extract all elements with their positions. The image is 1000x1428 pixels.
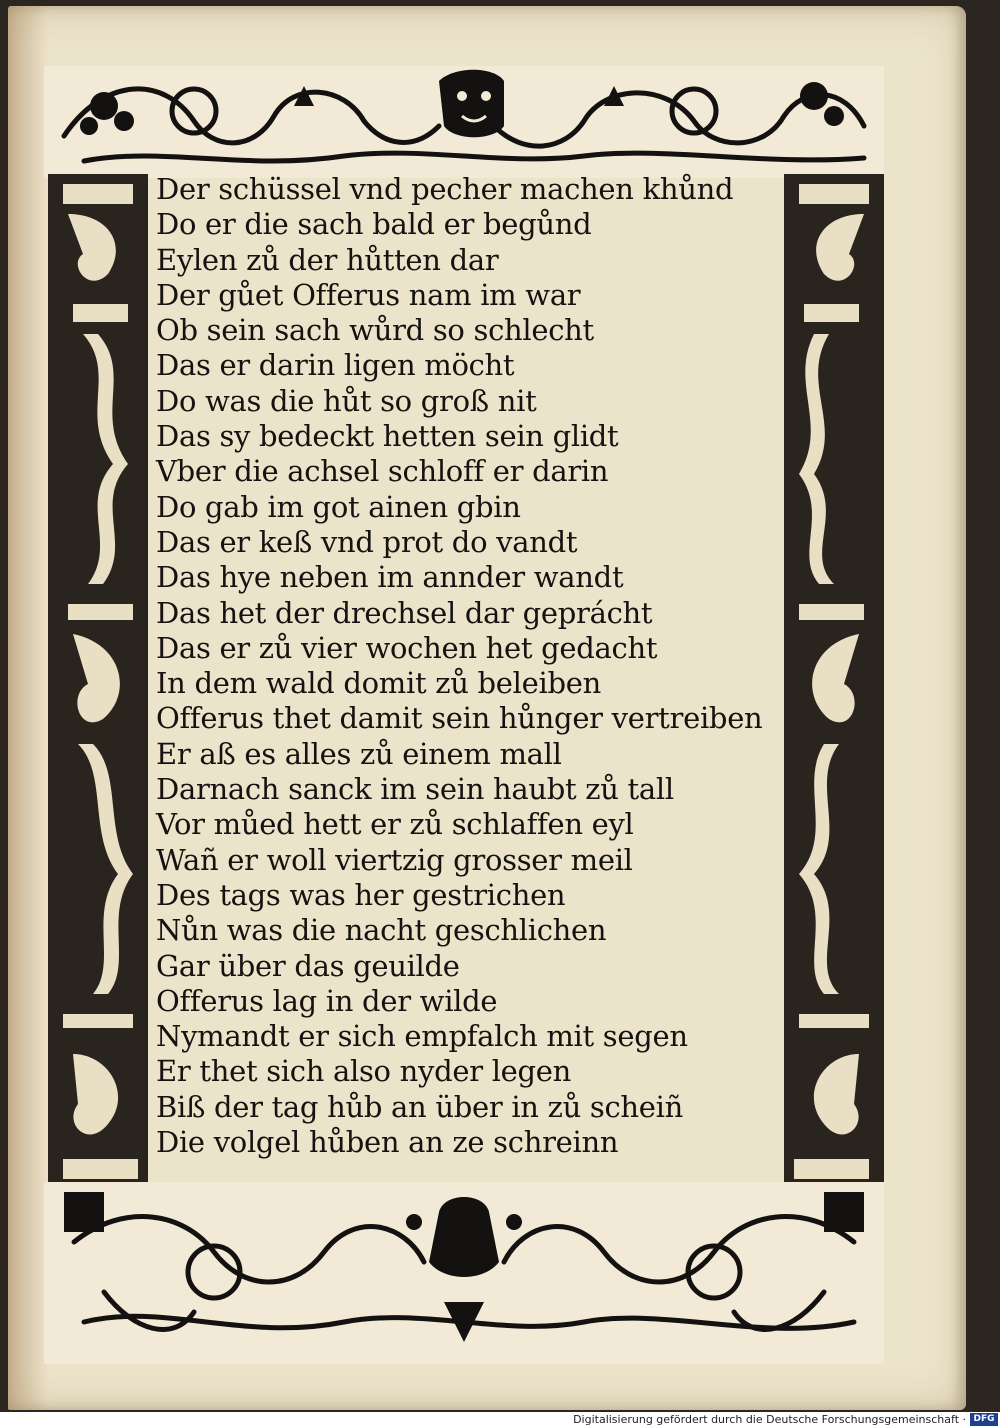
- verse-line: In dem wald domit zů beleiben: [156, 666, 601, 701]
- verse-line: Das het der drechsel dar geprácht: [156, 595, 653, 630]
- verse-line: Do gab im got ainen gbin: [156, 489, 521, 524]
- verse-line: Das hye neben im annder wandt: [156, 560, 624, 595]
- dfg-logo: DFG: [970, 1413, 998, 1426]
- top-ornament-border: [44, 66, 884, 178]
- verse-line: Nůn was die nacht geschlichen: [156, 913, 607, 948]
- verse-line: Wañ er woll viertzig grosser meil: [156, 842, 633, 877]
- verse-line: Vber die achsel schloff er darin: [156, 454, 609, 489]
- verse-line: Der schüssel vnd pecher machen khůnd: [156, 172, 734, 206]
- verse-text-block: [156, 172, 776, 1160]
- left-pillar-illustration: [48, 174, 148, 1190]
- bottom-ornament-illustration: [44, 1182, 884, 1364]
- verse-line: Biß der tag hůb an über in zů scheiñ: [156, 1089, 683, 1124]
- verse-line: Das er zů vier wochen het gedacht: [156, 630, 658, 665]
- verse-line: Er thet sich also nyder legen: [156, 1054, 572, 1089]
- book-page: [8, 6, 966, 1410]
- verse-line: Eylen zů der hůtten dar: [156, 242, 499, 277]
- verse-line: Offerus thet damit sein hůnger vertreiben: [156, 701, 763, 736]
- verse-line: Das sy bedeckt hetten sein glidt: [156, 419, 619, 454]
- right-pillar-illustration: [784, 174, 884, 1190]
- verse-line: Die volgel hůben an ze schreinn: [156, 1125, 619, 1160]
- verse-line: Er aß es alles zů einem mall: [156, 736, 562, 771]
- verse-line: Do er die sach bald er begůnd: [156, 207, 592, 242]
- verse-line: Ob sein sach wůrd so schlecht: [156, 313, 594, 348]
- bottom-ornament-border: [44, 1182, 884, 1364]
- verse-line: Nymandt er sich empfalch mit segen: [156, 1019, 688, 1054]
- verse-line: Das er darin ligen möcht: [156, 348, 515, 383]
- left-column-ornament: [48, 174, 148, 1190]
- verse-line: Des tags was her gestrichen: [156, 877, 566, 912]
- funding-credit: Digitalisierung gefördert durch die Deutsche Forschungsgemeinschaft ·: [573, 1413, 966, 1426]
- top-ornament-illustration: [44, 66, 884, 178]
- verse-line: Do was die hůt so groß nit: [156, 383, 537, 418]
- verse-line: Das er keß vnd prot do vandt: [156, 524, 578, 559]
- verse-line: Darnach sanck im sein haubt zů tall: [156, 772, 674, 807]
- right-column-ornament: [784, 174, 884, 1190]
- digitization-footer: [0, 1412, 1000, 1428]
- verse-line: Vor můed hett er zů schlaffen eyl: [156, 807, 634, 842]
- verse-line: Gar über das geuilde: [156, 948, 460, 983]
- verse-line: Offerus lag in der wilde: [156, 983, 498, 1018]
- verse-line: Der gůet Offerus nam im war: [156, 277, 581, 312]
